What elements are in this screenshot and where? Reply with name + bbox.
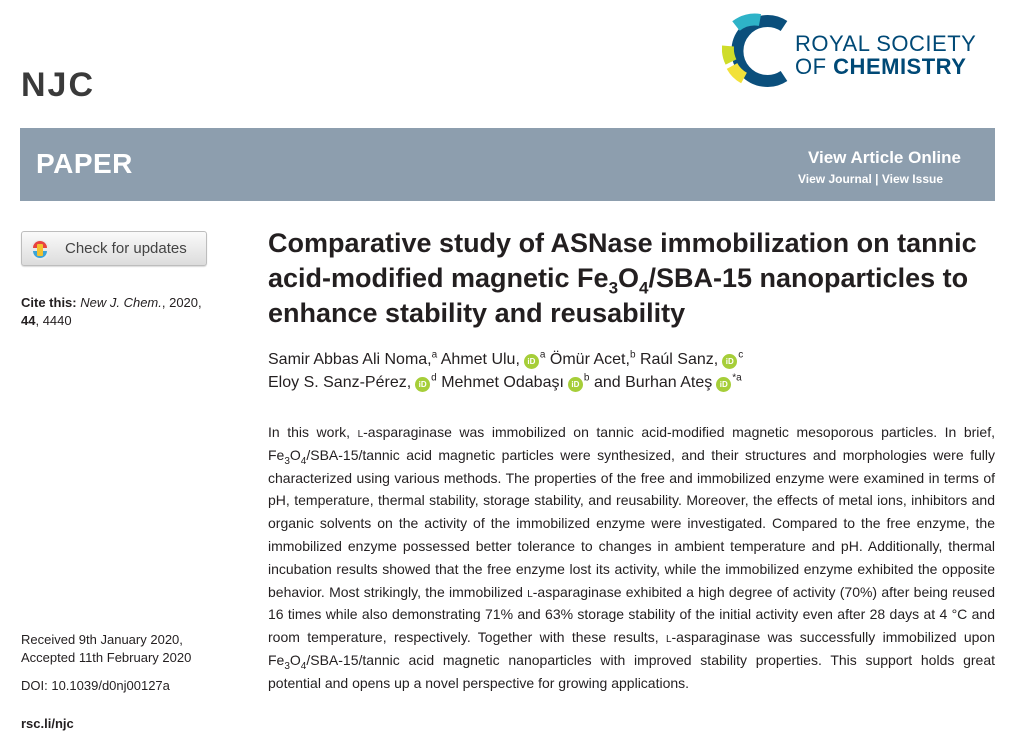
link-separator: | — [871, 172, 882, 186]
view-article-online-link[interactable]: View Article Online — [807, 148, 961, 167]
abstract: In this work, l-asparaginase was immobilized on tannic acid-modified magnetic mesoporous particles. In brief, $Fe_3O_4/SBA-15$/tannic acid magnetic particles were synthesized, and their structures and morphologies were fully characterized using various methods. The properties of the free and immobilized enzyme were examined in terms of pH, temperature, thermal stability, storage stability, and reusability. Moreover, the effects of metal ions, inhibitors and organic solvents on the activity of the immobilized enzyme were investigated. Compared to the free enzyme, the immobilized enzyme possessed better tolerance to changes in ambient temperature and pH. Additionally, thermal incubation results showed that the free enzyme lost its activity, while the immobilized enzyme exhibited the opposite behavior. Most strikingly, the immobilized l-asparaginase exhibited a high degree of activity (70%) after being reused 16 times while also demonstrating 71% and 63% storage stability of the initial activity even after 28 days at 4 °C and room temperature, respectively. Together with these results, l-asparaginase was successfully immobilized upon $Fe_3O_4/SBA-15$/tannic acid magnetic nanoparticles with improved stability properties. This support holds great potential and opens up a novel perspective for growing applications. — [268, 424, 996, 691]
rsc-logo[interactable] — [722, 12, 1002, 92]
author-name: Ömür Acet, — [549, 351, 630, 368]
orcid-icon[interactable]: iD — [568, 377, 583, 392]
check-for-updates-button[interactable] — [21, 231, 207, 266]
rsc-logo-icon — [722, 12, 794, 90]
author-name: Ahmet Ulu, — [440, 351, 520, 368]
author-name: and Burhan Ateş — [593, 374, 713, 391]
accepted-date: Accepted 11th February 2020 — [21, 650, 192, 665]
orcid-icon[interactable]: iD — [722, 354, 737, 369]
view-links — [798, 172, 943, 186]
article-type: PAPER — [36, 148, 133, 179]
author-list: Samir Abbas Ali Noma,$^a$ Ahmet Ulu, $iD^a$ Ömür Acet,$^b$ Raúl Sanz, $iD^c$ Eloy S. Sanz-Pérez, $iD^d$ Mehmet Odabaşı $iD^b$ and Burhan Ateş $iD^{*a}$ — [268, 349, 744, 391]
article-banner — [20, 128, 995, 201]
orcid-icon[interactable]: iD — [524, 354, 539, 369]
author-name: Samir Abbas Ali Noma, — [268, 351, 432, 368]
check-for-updates-label: Check for updates — [65, 240, 187, 257]
crossmark-icon — [29, 239, 51, 261]
publisher-line1: ROYAL SOCIETY — [795, 31, 977, 56]
author-name: Raúl Sanz, — [639, 351, 719, 368]
view-issue-link[interactable]: View Issue — [881, 172, 943, 186]
journal-short-link[interactable]: rsc.li/njc — [21, 716, 74, 731]
view-journal-link[interactable]: View Journal — [798, 172, 872, 186]
publisher-line2: OF CHEMISTRY — [795, 54, 967, 79]
author-name: Mehmet Odabaşı — [441, 374, 564, 391]
orcid-icon[interactable]: iD — [716, 377, 731, 392]
article-title: Comparative study of ASNase immobilization on tannic acid-modified magnetic $Fe_3O_4/SBA-15$ nanoparticles to enhance stability and reusability — [268, 228, 977, 328]
doi[interactable]: DOI: 10.1039/d0nj00127a — [21, 678, 170, 693]
received-accepted-dates — [21, 631, 191, 667]
received-date: Received 9th January 2020, — [21, 632, 183, 647]
orcid-icon[interactable]: iD — [415, 377, 430, 392]
journal-name: NJC — [21, 66, 96, 104]
author-name: Eloy S. Sanz-Pérez, — [268, 374, 412, 391]
citation: Cite this: New J. Chem., 2020, 44, 4440 — [21, 295, 202, 328]
